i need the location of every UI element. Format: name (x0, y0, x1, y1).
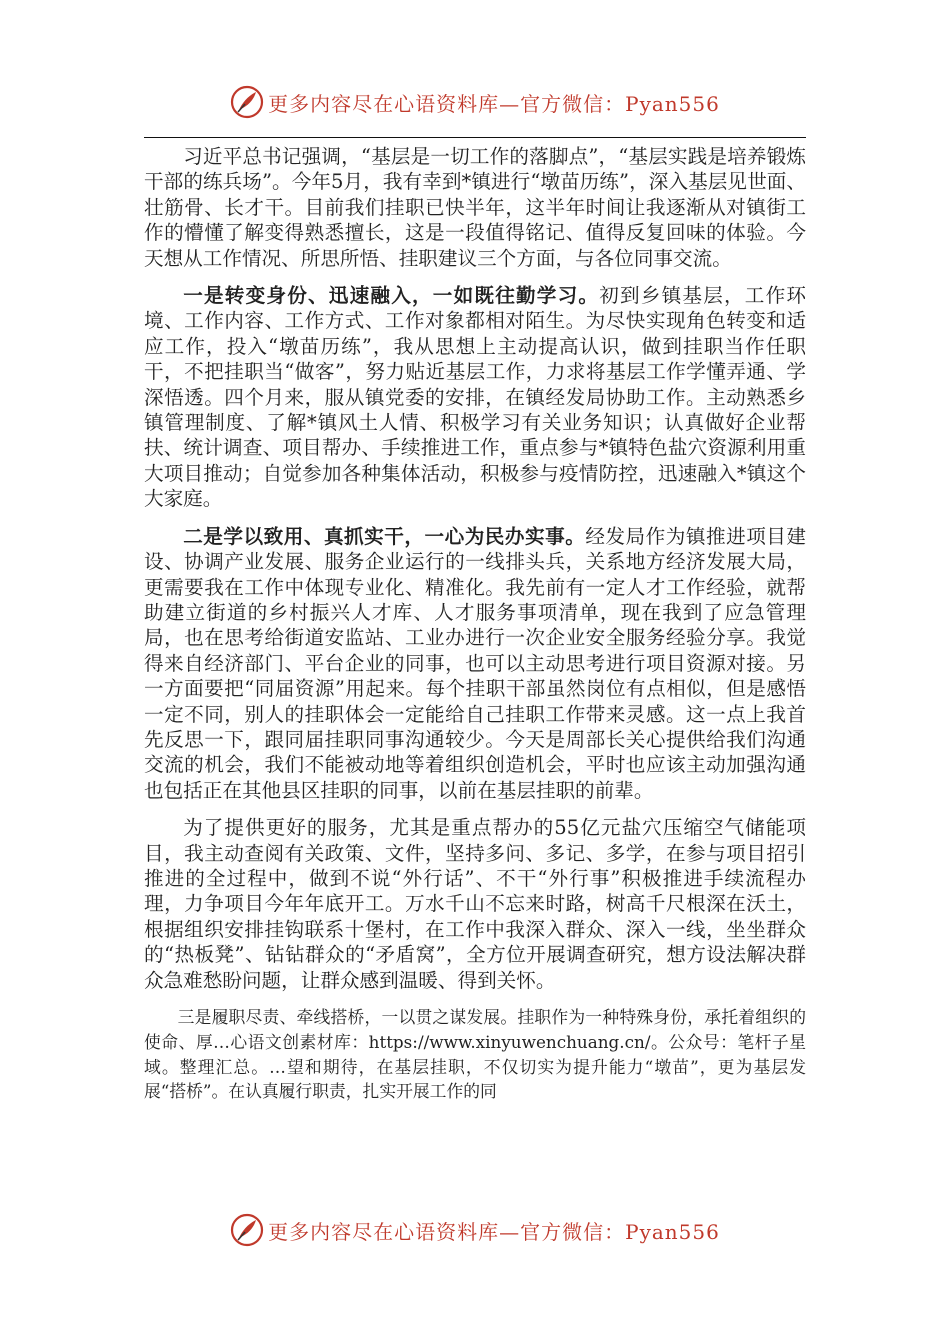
paragraph-section-2 (144, 524, 806, 803)
paragraph-project: 为了提供更好的服务，尤其是重点帮办的55亿元盐穴压缩空气储能项目，我主动查阅有关政策、文件，坚持多问、多记、多学，在参与项目招引推进的全过程中，做到不说“外行话”、不干“外行事”积极推进手续流程办理，力争项目今年年底开工。万水千山不忘来时路，树高千尺根深在沃土，根据组织安排挂钩联系十堡村，在工作中我深入群众、深入一线，坐坐群众的“热板凳”、钻钻群众的“矛盾窝”，全方位开展调查研究，想方设法解决群众急难愁盼问题，让群众感到温暖、得到关怀。 (144, 816, 806, 992)
footer-banner (0, 1208, 950, 1252)
paragraph-section-1 (144, 283, 806, 512)
header-banner-text: 更多内容尽在心语资料库—官方微信：Pyan556 (268, 91, 720, 116)
paragraph-intro: 习近平总书记强调，“基层是一切工作的落脚点”，“基层实践是培养锻炼干部的练兵场”。今年5月，我有幸到*镇进行“墩苗历练”，深入基层见世面、壮筋骨、长才干。目前我们挂职已快半年，这半年时间让我逐渐从对镇街工作的懵懂了解变得熟悉擅长，这是一段值得铭记、值得反复回味的体验。今天想从工作情况、所思所悟、挂职建议三个方面，与各位同事交流。 (144, 145, 806, 270)
quill-logo-icon (230, 85, 264, 119)
section-1-heading: 一是转变身份、迅速融入，一如既往勤学习。 (183, 284, 600, 308)
document-body (144, 144, 806, 1116)
quill-logo-icon (230, 1213, 264, 1247)
header-banner (0, 80, 950, 124)
footer-banner-text: 更多内容尽在心语资料库—官方微信：Pyan556 (268, 1219, 720, 1244)
section-2-text: 经发局作为镇推进项目建设、协调产业发展、服务企业运行的一线排头兵，关系地方经济发展大局，更需要我在工作中体现专业化、精准化。我先前有一定人才工作经验，就帮助建立街道的乡村振兴人才库、人才服务事项清单，现在我到了应急管理局，也在思考给街道安监站、工业办进行一次企业安全服务经验分享。我觉得来自经济部门、平台企业的同事，也可以主动思考进行项目资源对接。另一方面要把“同届资源”用起来。每个挂职干部虽然岗位有点相似，但是感悟一定不同，别人的挂职体会一定能给自己挂职工作带来灵感。这一点上我首先反思一下，跟同届挂职同事沟通较少。今天是周部长关心提供给我们沟通交流的机会，我们不能被动地等着组织创造机会，平时也应该主动加强沟通也包括正在其他县区挂职的同事，以前在基层挂职的前辈。 (144, 524, 807, 802)
section-1-text: 初到乡镇基层，工作环境、工作内容、工作方式、工作对象都相对陌生。为尽快实现角色转变和适应工作，投入“墩苗历练”，我从思想上主动提高认识，做到挂职当作任职干，不把挂职当“做客”，努力贴近基层工作，力求将基层工作学懂弄通、学深悟透。四个月来，服从镇党委的安排，在镇经发局协助工作。主动熟悉乡镇管理制度、了解*镇风土人情、积极学习有关业务知识；认真做好企业帮扶、统计调查、项目帮办、手续推进工作，重点参与*镇特色盐穴资源利用重大项目推动；自觉参加各种集体活动，积极参与疫情防控，迅速融入*镇这个大家庭。 (144, 284, 807, 511)
section-2-heading: 二是学以致用、真抓实干，一心为民办实事。 (183, 524, 586, 548)
paragraph-section-3: 三是履职尽责、牵线搭桥，一以贯之谋发展。挂职作为一种特殊身份，承托着组织的使命、厚…心语文创素材库：https://www.xinyuwenchuang.cn/。公众号：笔杆子星域。整理汇总。…望和期待，在基层挂职，不仅切实为提升能力“墩苗”，更为基层发展“搭桥”。在认真履行职责，扎实开展工作的同 (144, 1007, 806, 1102)
header-divider (144, 137, 806, 138)
